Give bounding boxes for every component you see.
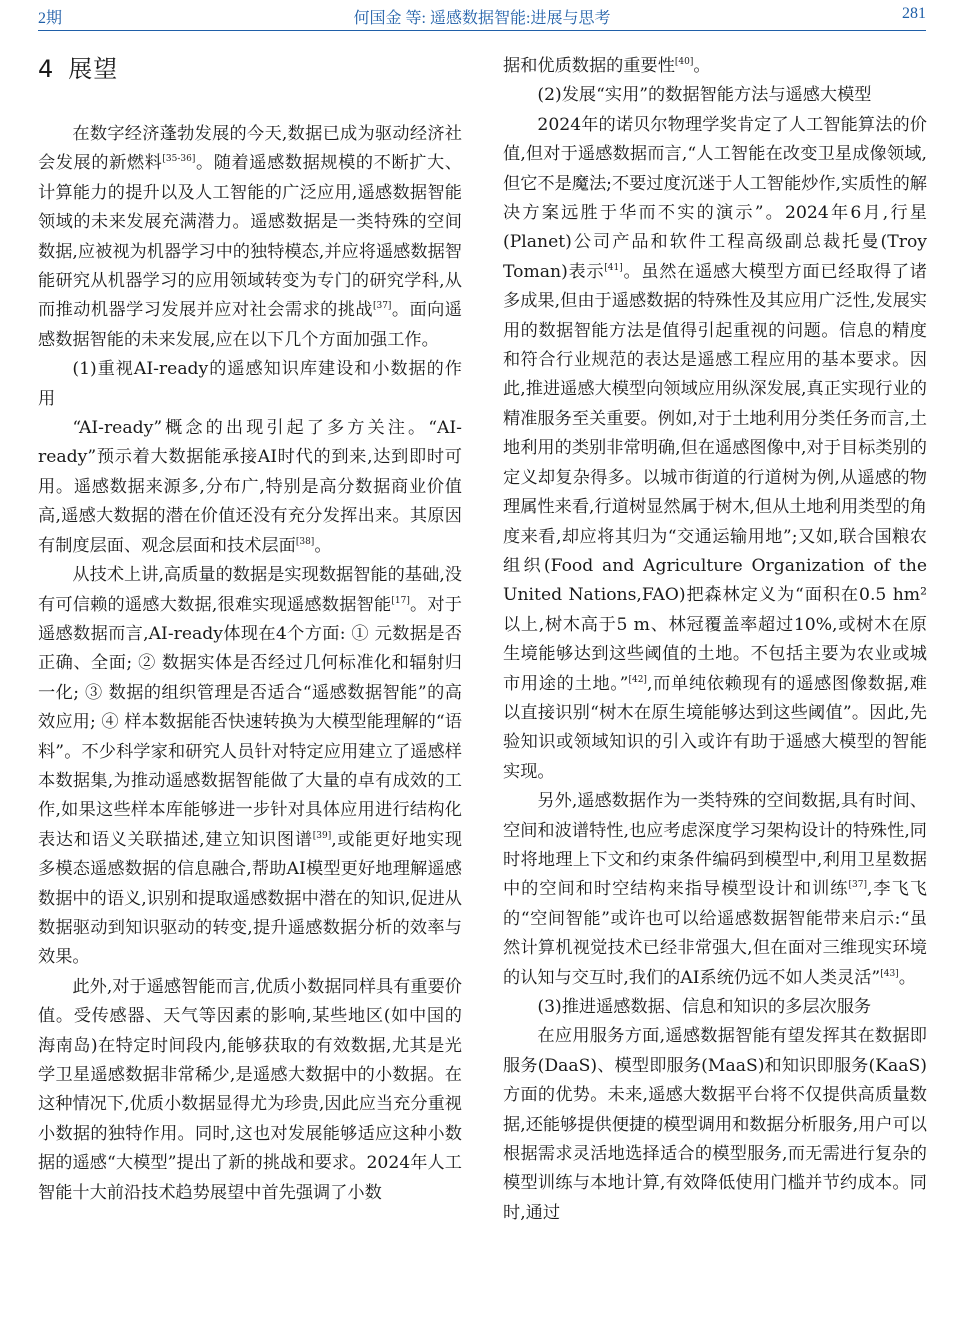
section-number: 4 — [38, 55, 55, 83]
paragraph: 从技术上讲,高质量的数据是实现数据智能的基础,没有可信赖的遥感大数据,很难实现遥感数据智能[17]。对于遥感数据而言,AI-ready体现在4个方面: ① 元数据是否正确、全面; ② 数据实体是否经过几何标准化和辐射归一化; ③ 数据的组织管理是否适合“遥感数据智能”的高效应用; ④ 样本数据能否快速转换为大模型能理解的“语料”。不少科学家和研究人员针对特定应用建立了遥感样本数据集,为推动遥感数据智能做了大量的卓有成效的工作,如果这些样本库能够进一步针对具体应用进行结构化表达和语义关联描述,建立知识图谱[39],或能更好地实现多模态遥感数据的信息融合,帮助AI模型更好地理解遥感数据中的语义,识别和提取遥感数据中潜在的知识,促进从数据驱动到知识驱动的转变,提升遥感数据分析的效率与效果。 — [38, 565, 463, 968]
section-heading — [38, 52, 462, 86]
right-column — [503, 52, 927, 1228]
paragraph: 另外,遥感数据作为一类特殊的空间数据,具有时间、空间和波谱特性,也应考虑深度学习架构设计的特殊性,同时将地理上下文和约束条件编码到模型中,利用卫星数据中的空间和时空结构来指导模型设计和训练[37],李飞飞的“空间智能”或许也可以给遥感数据智能带来启示:“虽然计算机视觉技术已经非常强大,但在面对三维现实环境的认知与交互时,我们的AI系统仍远不如人类灵活”[43]。 — [503, 791, 927, 988]
citation: [40] — [674, 57, 694, 67]
page-number: 281 — [902, 5, 926, 22]
paragraph: 此外,对于遥感智能而言,优质小数据同样具有重要价值。受传感器、天气等因素的影响,某些地区(如中国的海南岛)在特定时间段内,能够获取的有效数据,尤其是光学卫星遥感数据非常稀少,是遥感大数据中的小数据。在这种情况下,优质小数据显得尤为珍贵,因此应当充分重视小数据的独特作用。同时,这也对发展能够适应这种小数据的遥感“大模型”提出了新的挑战和要求。2024年人工智能十大前沿技术趋势展望中首先强调了小数 — [38, 976, 462, 1203]
paragraph-continued: 据和优质数据的重要性[40]。 — [503, 56, 711, 76]
citation: [35-36] — [162, 154, 196, 165]
paragraph: “AI-ready”概念的出现引起了多方关注。“AI-ready”预示着大数据能承接AI时代的到来,达到即时可用。遥感数据来源多,分布广,特别是高分数据商业价值高,遥感大数据的潜在价值还没有充分发挥出来。其原因有制度层面、观念层面和技术层面[38]。 — [38, 418, 462, 556]
subsection-heading: (2)发展“实用”的数据智能方法与遥感大模型 — [537, 85, 872, 106]
running-header — [38, 0, 926, 31]
issue-label: 2期 — [38, 10, 63, 27]
citation: [37] — [372, 301, 392, 312]
citation: [38] — [295, 536, 315, 547]
citation: [37] — [848, 880, 867, 891]
paragraph: 2024年的诺贝尔物理学奖肯定了人工智能算法的价值,但对于遥感数据而言,“人工智能在改变卫星成像领域,但它不是魔法;不要过度沉迷于人工智能炒作,实质性的解决方案远胜于华而不实的演示”。2024年6月,行星(Planet)公司产品和软件工程高级副总裁托曼(Troy Toman)表示[41]。虽然在遥感大模型方面已经取得了诸多成果,但由于遥感数据的特殊性及其应用广泛性,发展实用的数据智能方法是值得引起重视的问题。信息的精度和符合行业规范的表达是遥感工程应用的基本要求。因此,推进遥感大模型向领域应用纵深发展,真正实现行业的精准服务至关重要。例如,对于土地利用分类任务而言,土地利用的类别非常明确,但在遥感图像中,对于目标类别的定义却复杂得多。以城市街道的行道树为例,从遥感的物理属性来看,行道树显然属于树木,但从土地利用类型的角度来看,却应将其归为“交通运输用地”;又如,联合国粮农组织(Food and Agriculture Organization of the United Nations,FAO)把森林定义为“面积在0.5 hm²以上,树木高于5 m、林冠覆盖率超过10%,或树木在原生境能够达到这些阈值的土地。不包括主要为农业或城市用途的土地。”[42],而单纯依赖现有的遥感图像数据,难以直接识别“树木在原生境能够达到这些阈值”。因此,先验知识或领域知识的引入或许有助于遥感大模型的智能实现。 — [503, 114, 927, 782]
running-title: 何国金 等: 遥感数据智能:进展与思考 — [353, 10, 611, 27]
citation: [42] — [628, 674, 647, 685]
citation: [41] — [604, 262, 623, 273]
section-title: 展望 — [68, 55, 119, 83]
citation: [17] — [391, 595, 410, 606]
citation: [43] — [880, 968, 899, 979]
subsection-heading: (1)重视AI-ready的遥感知识库建设和小数据的作用 — [38, 359, 462, 409]
citation: [39] — [312, 830, 332, 841]
paragraph: 在应用服务方面,遥感数据智能有望发挥其在数据即服务(DaaS)、模型即服务(MaaS)和知识即服务(KaaS)方面的优势。未来,遥感大数据平台将不仅提供高质量数据,还能够提供便捷的模型调用和数据分析服务,用户可以根据需求灵活地选择适合的模型服务,而无需进行复杂的模型训练与本地计算,有效降低使用门槛并节约成本。同时,通过 — [503, 1026, 927, 1223]
left-column — [38, 52, 462, 1208]
paragraph: 在数字经济蓬勃发展的今天,数据已成为驱动经济社会发展的新燃料[35-36]。随着遥感数据规模的不断扩大、计算能力的提升以及人工智能的广泛应用,遥感数据智能领域的未来发展充满潜力。遥感数据是一类特殊的空间数据,应被视为机器学习中的独特模态,并应将遥感数据智能研究从机器学习的应用领域转变为专门的研究学科,从而推动机器学习发展并应对社会需求的挑战[37]。面向遥感数据智能的未来发展,应在以下几个方面加强工作。 — [38, 124, 462, 350]
subsection-heading: (3)推进遥感数据、信息和知识的多层次服务 — [537, 997, 872, 1017]
